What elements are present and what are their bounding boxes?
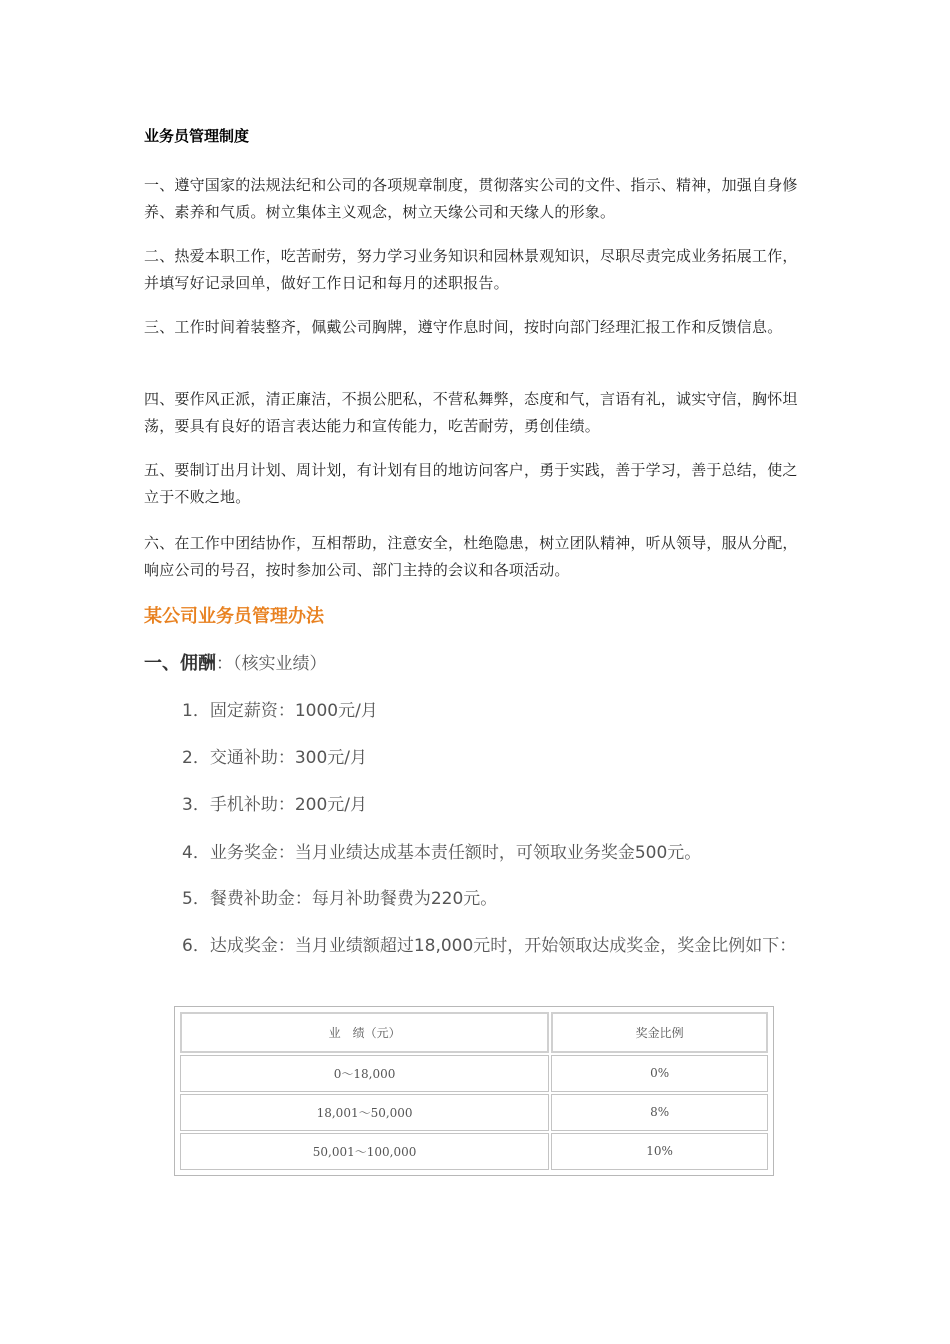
bonus-table-frame [174, 1006, 774, 1176]
rule-paragraph-5: 五、要制订出月计划、周计划，有计划有目的地访问客户，勇于实践，善于学习，善于总结，使之立于不败之地。 [144, 461, 798, 506]
rule-paragraph-3: 三、工作时间着装整齐，佩戴公司胸牌，遵守作息时间，按时向部门经理汇报工作和反馈信息。 [144, 318, 783, 336]
rule-paragraph-4: 四、要作风正派，清正廉洁，不损公肥私，不营私舞弊，态度和气，言语有礼，诚实守信，胸怀坦荡，要具有良好的语言表达能力和宣传能力，吃苦耐劳，勇创佳绩。 [144, 390, 798, 435]
compensation-item-2: 2．交通补助：300元/月 [182, 748, 367, 768]
compensation-item-3: 3．手机补助：200元/月 [182, 795, 367, 815]
compensation-heading-note: ：（核实业绩） [216, 654, 327, 674]
bonus-table-cell: 8% [551, 1094, 768, 1131]
bonus-table-cell: 18,001～50,000 [180, 1094, 549, 1131]
compensation-heading [144, 651, 327, 677]
table-row [180, 1055, 768, 1092]
document-title: 业务员管理制度 [144, 127, 250, 145]
rule-paragraph-6: 六、在工作中团结协作，互相帮助，注意安全，杜绝隐患，树立团队精神，听从领导，服从分配，响应公司的号召，按时参加公司、部门主持的会议和各项活动。 [144, 534, 798, 579]
bonus-table-header-row [180, 1012, 768, 1053]
bonus-table [178, 1010, 770, 1172]
bonus-table-cell: 10% [551, 1133, 768, 1170]
table-row [180, 1133, 768, 1170]
section-title: 某公司业务员管理办法 [144, 606, 324, 627]
bonus-table-header-cell: 奖金比例 [551, 1012, 768, 1053]
bonus-table-cell: 0% [551, 1055, 768, 1092]
compensation-item-5: 5．餐费补助金：每月补助餐费为220元。 [182, 889, 498, 909]
rule-paragraph-2: 二、热爱本职工作，吃苦耐劳，努力学习业务知识和园林景观知识，尽职尽责完成业务拓展工作，并填写好记录回单，做好工作日记和每月的述职报告。 [144, 247, 798, 292]
compensation-item-1: 1．固定薪资：1000元/月 [182, 701, 378, 721]
compensation-item-6: 6．达成奖金：当月业绩额超过18,000元时，开始领取达成奖金，奖金比例如下： [182, 936, 797, 956]
table-row [180, 1094, 768, 1131]
bonus-table-header-cell: 业 绩（元） [180, 1012, 549, 1053]
compensation-item-4: 4．业务奖金：当月业绩达成基本责任额时，可领取业务奖金500元。 [182, 843, 702, 863]
compensation-heading-label: 一、佣酬 [144, 653, 216, 674]
bonus-table-cell: 0～18,000 [180, 1055, 549, 1092]
rule-paragraph-1: 一、遵守国家的法规法纪和公司的各项规章制度，贯彻落实公司的文件、指示、精神，加强自身修养、素养和气质。树立集体主义观念，树立天缘公司和天缘人的形象。 [144, 176, 798, 221]
bonus-table-cell: 50,001～100,000 [180, 1133, 549, 1170]
